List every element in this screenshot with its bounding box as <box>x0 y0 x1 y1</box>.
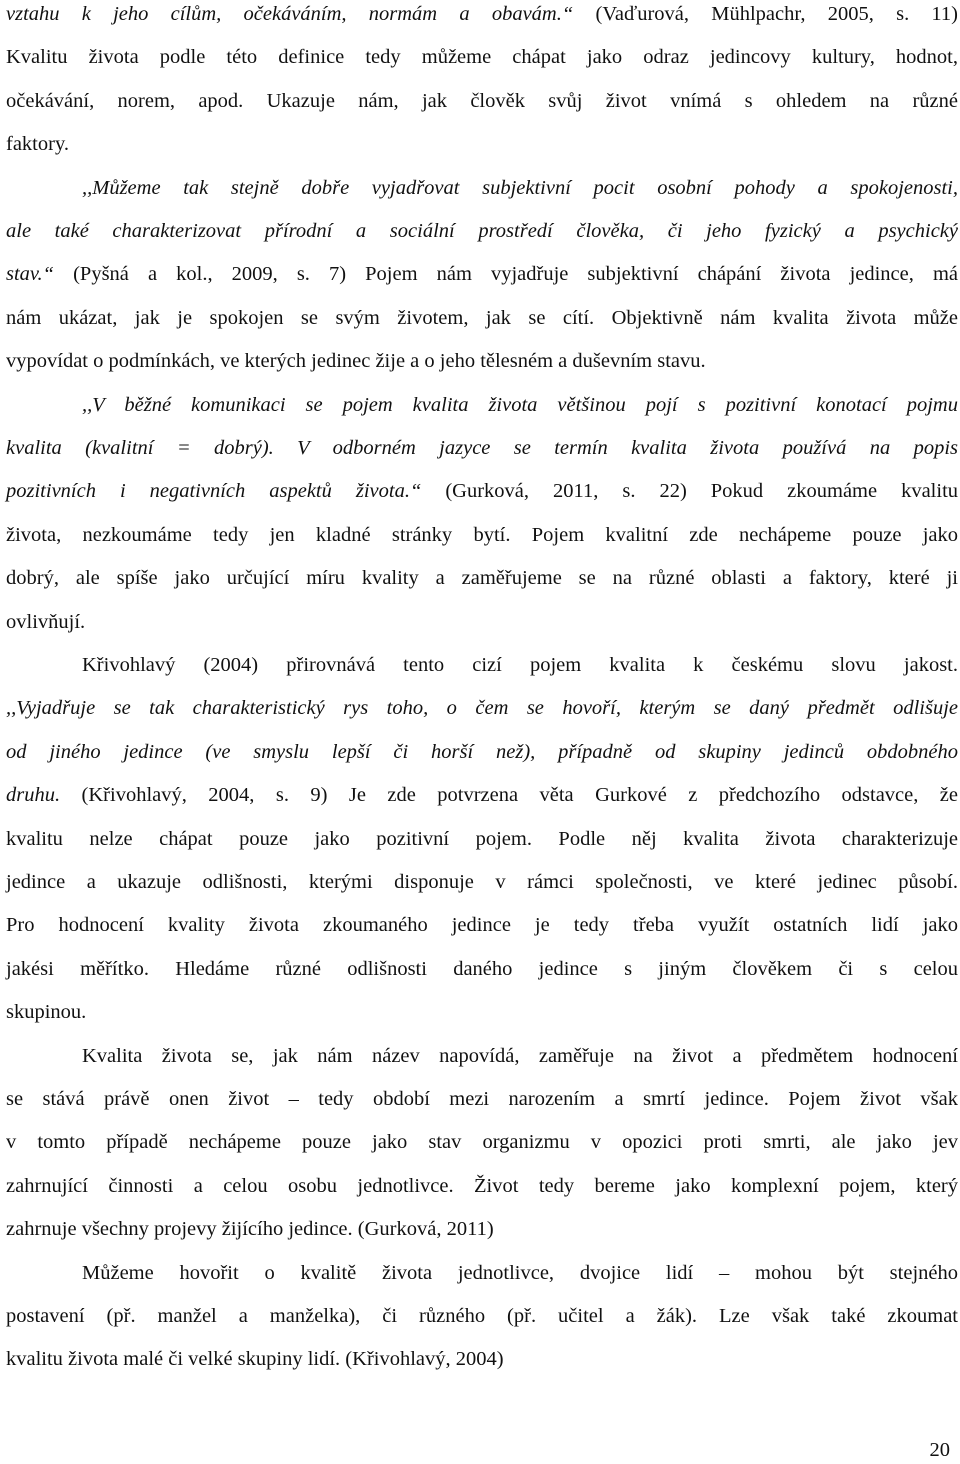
text-segment: jedince a ukazuje odlišnosti, kterými disponuje v rámci společnosti, ve které jedinec působí. <box>6 871 958 893</box>
text-line <box>6 911 958 939</box>
text-line <box>6 955 958 983</box>
quoted-text: ,,Vyjadřuje se tak charakteristický rys toho, o čem se hovoří, kterým se daný předmět odlišuje <box>6 697 958 720</box>
text-line <box>6 694 958 722</box>
text-line <box>6 477 958 505</box>
text-segment: Kvalita života se, jak nám název napovídá, zaměřuje na život a předmětem hodnocení <box>82 1044 958 1067</box>
text-line <box>6 0 958 28</box>
text-line <box>6 1345 958 1373</box>
text-segment: Kvalitu života podle této definice tedy můžeme chápat jako odraz jedincovy kultury, hodnot, <box>6 46 958 69</box>
quoted-text: ,,Můžeme tak stejně dobře vyjadřovat subjektivní pocit osobní pohody a spokojenosti, <box>82 176 958 199</box>
text-segment: postavení (př. manžel a manželka), či různého (př. učitel a žák). Lze však také zkoumat <box>6 1305 958 1327</box>
text-line <box>6 521 958 549</box>
text-line <box>6 217 958 245</box>
quoted-text: druhu. <box>6 784 61 807</box>
text-segment: (Křivohlavý, 2004, s. 9) Je zde potvrzena věta Gurkové z předchozího odstavce, že <box>60 784 958 807</box>
text-segment: Můžeme hovořit o kvalitě života jednotlivce, dvojice lidí – mohou být stejného <box>82 1261 958 1284</box>
text-segment: Křivohlavý (2004) přirovnává tento cizí pojem kvalita k českému slovu jakost. <box>82 654 958 676</box>
text-segment: vypovídat o podmínkách, ve kterých jedinec žije a o jeho tělesném a duševním stavu. <box>6 350 706 373</box>
text-line <box>6 998 958 1026</box>
text-line <box>6 738 958 766</box>
text-segment: kvalitu života malé či velké skupiny lidí. (Křivohlavý, 2004) <box>6 1348 504 1371</box>
text-line <box>6 1085 958 1113</box>
text-segment: jakési měřítko. Hledáme různé odlišnosti daného jedince s jiným člověkem či s celou <box>6 957 958 980</box>
text-line <box>6 1042 958 1070</box>
text-segment: dobrý, ale spíše jako určující míru kvality a zaměřujeme se na různé oblasti a faktory, které ji <box>6 567 958 590</box>
text-line <box>6 434 958 462</box>
text-line <box>6 868 958 896</box>
text-line <box>6 347 958 375</box>
text-line <box>6 43 958 71</box>
text-line <box>6 1259 958 1287</box>
quoted-text: od jiného jedince (ve smyslu lepší či horší než), případně od skupiny jedinců obdobného <box>6 740 958 763</box>
text-line <box>6 781 958 809</box>
text-segment: se stává právě onen život – tedy období mezi narozením a smrtí jedince. Pojem život však <box>6 1088 958 1110</box>
text-segment: očekávání, norem, apod. Ukazuje nám, jak člověk svůj život vnímá s ohledem na různé <box>6 89 958 112</box>
quoted-text: ale také charakterizovat přírodní a sociální prostředí člověka, či jeho fyzický a psychický <box>6 220 958 242</box>
text-segment: života, nezkoumáme tedy jen kladné stránky bytí. Pojem kvalitní zde nechápeme pouze jako <box>6 523 958 546</box>
text-segment: Pro hodnocení kvality života zkoumaného jedince je tedy třeba využít ostatních lidí jako <box>6 914 958 937</box>
quoted-text: vztahu k jeho cílům, očekáváním, normám a obavám.“ <box>6 3 574 25</box>
text-segment: (Vaďurová, Mühlpachr, 2005, s. 11) <box>573 3 958 25</box>
text-line <box>6 608 958 636</box>
text-segment: ovlivňují. <box>6 610 86 633</box>
quoted-text: stav.“ <box>6 263 55 286</box>
text-line <box>6 260 958 288</box>
text-line <box>6 87 958 115</box>
page-number: 20 <box>929 1439 950 1461</box>
text-segment: zahrnující činnosti a celou osobu jednotlivce. Život tedy bereme jako komplexní pojem, který <box>6 1174 958 1197</box>
text-segment: kvalitu nelze chápat pouze jako pozitivní pojem. Podle něj kvalita života charakterizuje <box>6 827 958 850</box>
text-line <box>6 1128 958 1156</box>
text-segment: faktory. <box>6 133 69 156</box>
text-line <box>6 1302 958 1330</box>
text-line <box>6 174 958 202</box>
text-line <box>6 1215 958 1243</box>
quoted-text: kvalita (kvalitní = dobrý). V odborném jazyce se termín kvalita života používá na popis <box>6 437 958 459</box>
quoted-text: ,,V běžné komunikaci se pojem kvalita života většinou pojí s pozitivní konotací pojmu <box>82 393 958 416</box>
text-line <box>6 825 958 853</box>
text-line <box>6 130 958 158</box>
text-segment: skupinou. <box>6 1001 87 1024</box>
text-line <box>6 1172 958 1200</box>
text-line <box>6 391 958 419</box>
quoted-text: pozitivních i negativních aspektů života.“ <box>6 480 422 503</box>
text-segment: nám ukázat, jak je spokojen se svým životem, jak se cítí. Objektivně nám kvalita života může <box>6 306 958 329</box>
text-line <box>6 651 958 679</box>
text-line <box>6 304 958 332</box>
text-segment: (Gurková, 2011, s. 22) Pokud zkoumáme kvalitu <box>421 480 959 503</box>
text-line <box>6 564 958 592</box>
text-segment: v tomto případě nechápeme pouze jako stav organizmu v opozici proti smrti, ale jako jev <box>6 1131 958 1154</box>
text-segment: (Pyšná a kol., 2009, s. 7) Pojem nám vyjadřuje subjektivní chápání života jedince, má <box>54 263 958 286</box>
text-segment: zahrnuje všechny projevy žijícího jedince. (Gurková, 2011) <box>6 1218 494 1241</box>
